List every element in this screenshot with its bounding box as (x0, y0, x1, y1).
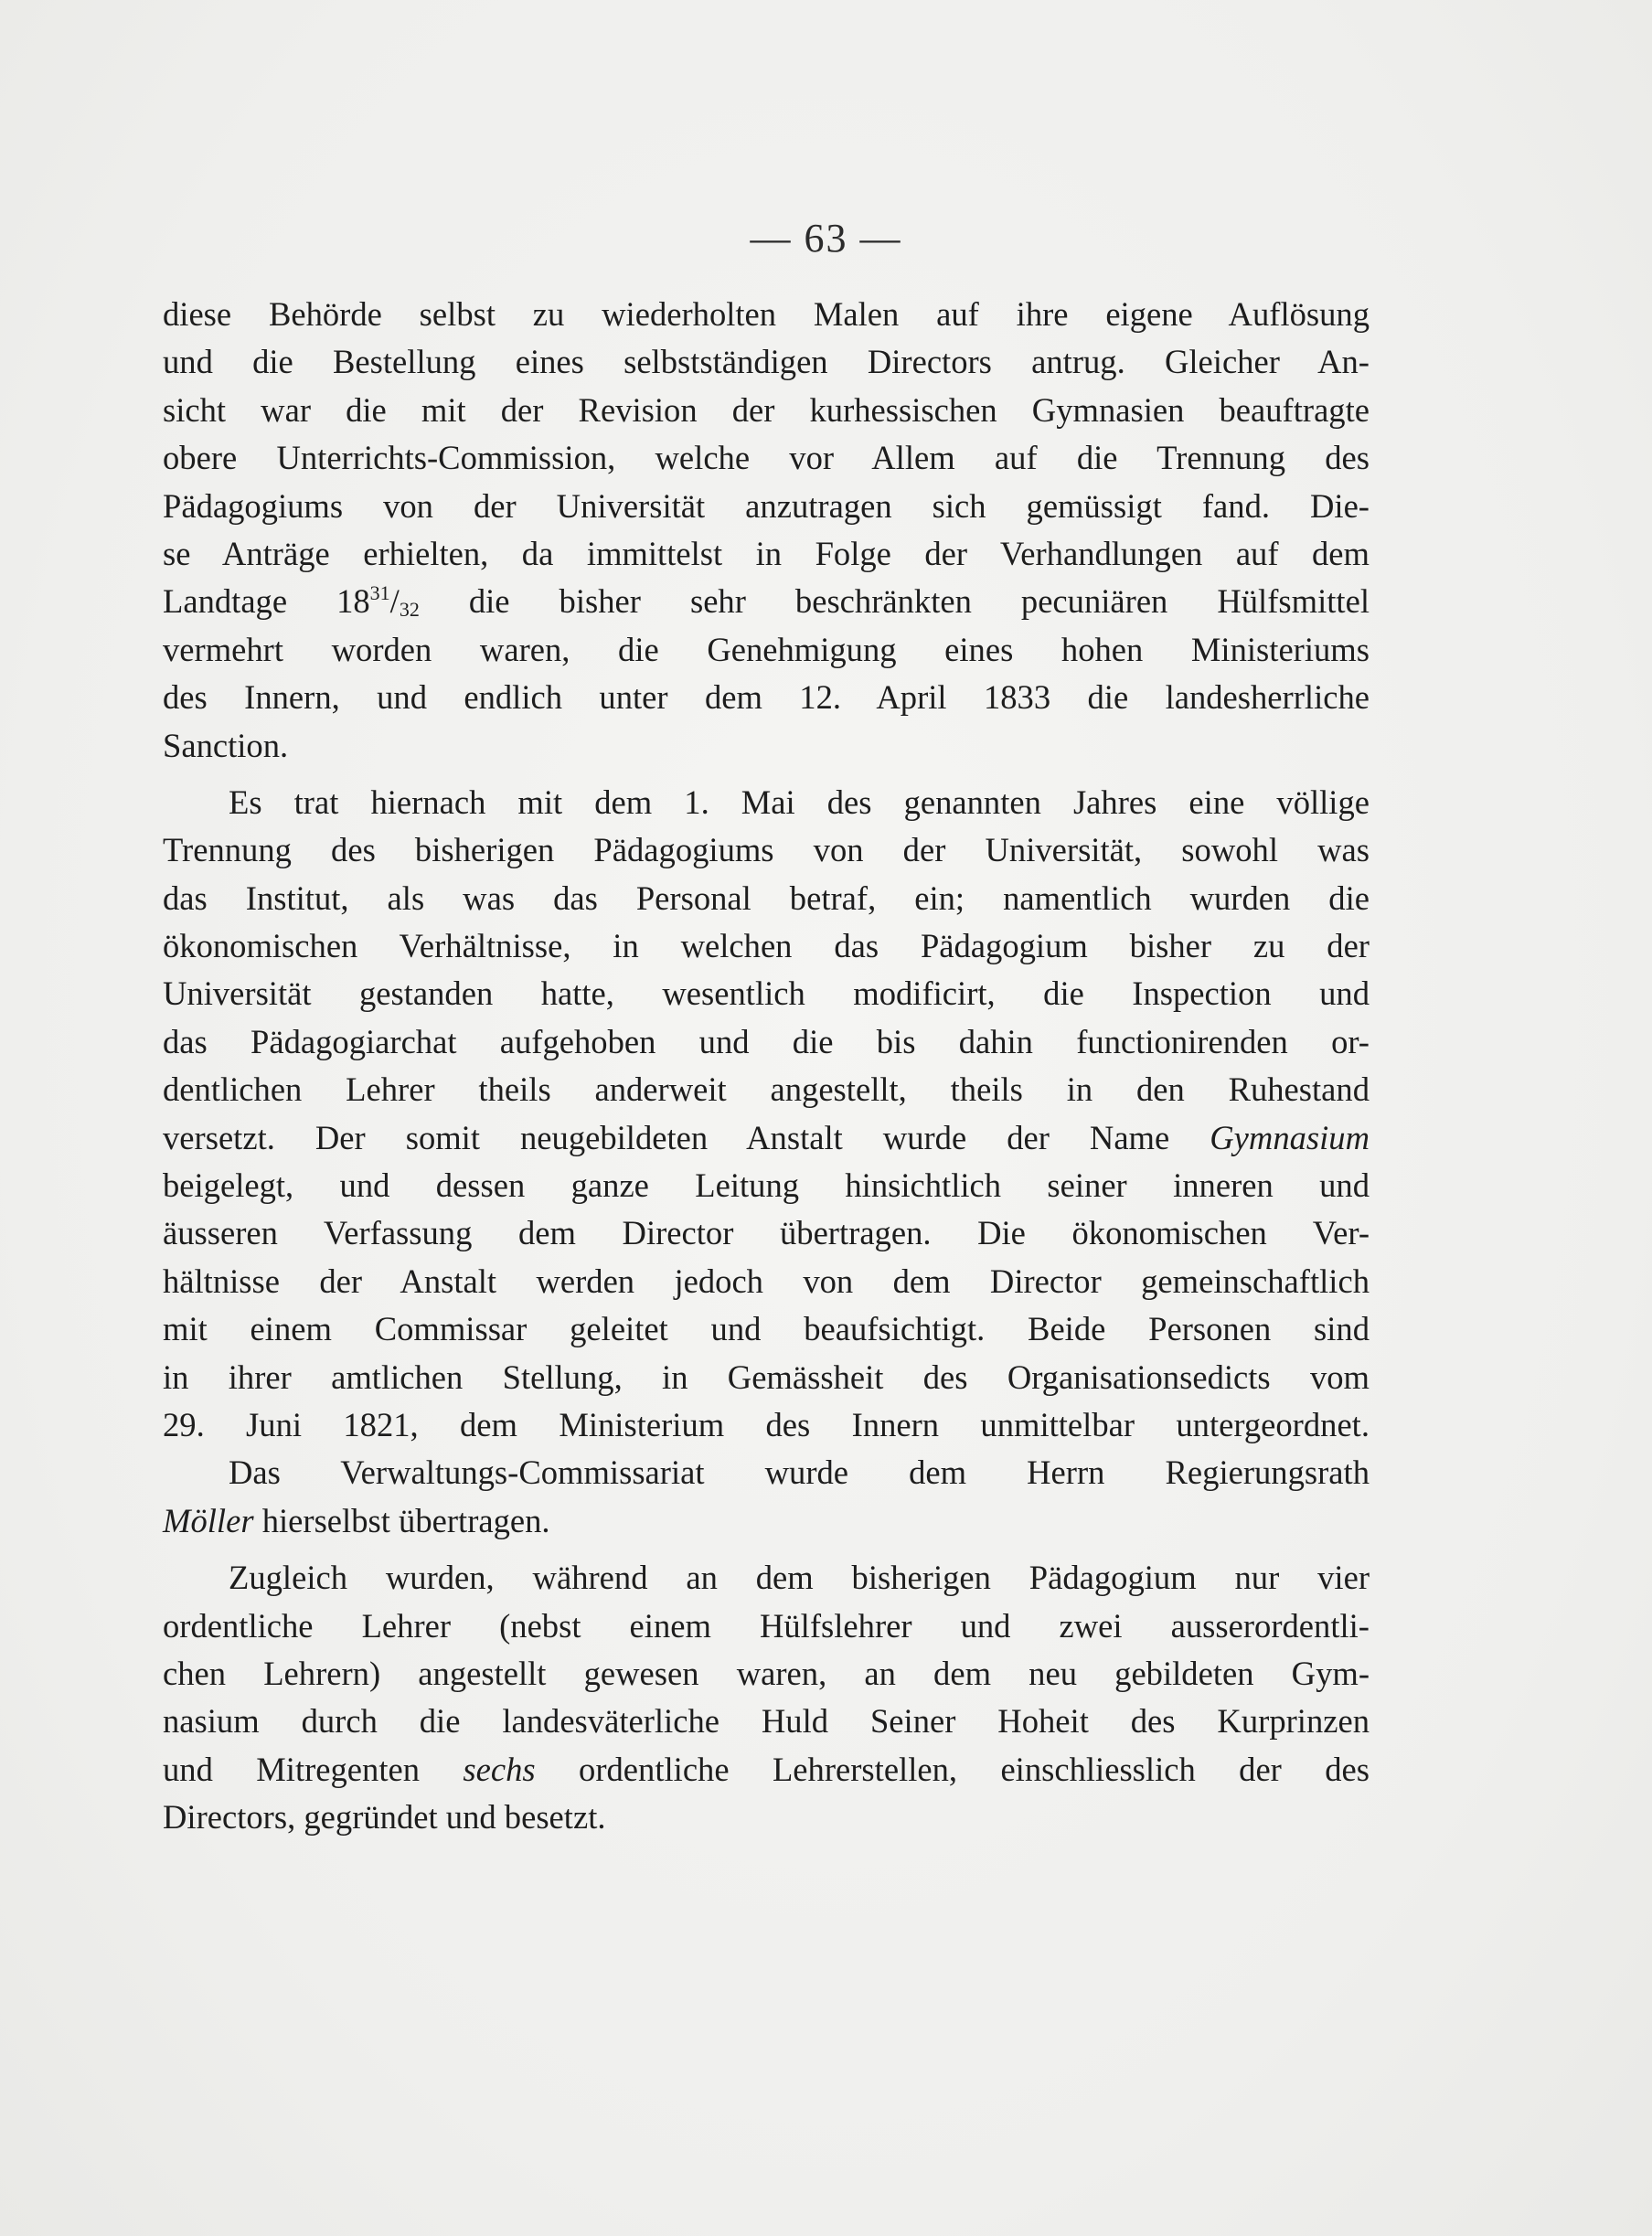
text-line: und die Bestellung eines selbstständigen Directors antrug. Gleicher An- (163, 343, 1370, 381)
italic-word: sechs (463, 1750, 536, 1788)
paragraph-2 (163, 779, 1370, 1449)
text-line: äusseren Verfassung dem Director übertragen. Die ökonomischen Ver- (163, 1214, 1370, 1252)
text-line: Es trat hiernach mit dem 1. Mai des genannten Jahres eine völlige (229, 783, 1370, 821)
text-line: vermehrt worden waren, die Genehmigung eines hohen Ministeriums (163, 630, 1370, 668)
paragraph-4 (163, 1554, 1370, 1841)
text-line: sicht war die mit der Revision der kurhessischen Gymnasien beauftragte (163, 390, 1370, 429)
text-line: mit einem Commissar geleitet und beaufsichtigt. Beide Personen sind (163, 1310, 1370, 1348)
sechs-after: ordentliche Lehrerstellen, einschliesslich der des (535, 1750, 1370, 1788)
text-line: Directors, gegründet und besetzt. (163, 1798, 606, 1837)
text-line: Pädagogiums von der Universität anzutragen sich gemüssigt fand. Die- (163, 486, 1370, 525)
text-line-sechs (163, 1746, 1370, 1794)
text-line: Zugleich wurden, während an dem bisherigen Pädagogium nur vier (229, 1559, 1370, 1597)
text-line: hältnisse der Anstalt werden jedoch von dem Director gemeinschaftlich (163, 1262, 1370, 1300)
italic-name: Möller (163, 1501, 254, 1539)
text-line: diese Behörde selbst zu wiederholten Malen auf ihre eigene Auflösung (163, 295, 1370, 333)
moller-after: hierselbst übertragen. (253, 1501, 550, 1539)
text-line: beigelegt, und dessen ganze Leitung hinsichtlich seiner inneren und (163, 1166, 1370, 1205)
text-line: Trennung des bisherigen Pädagogiums von der Universität, sowohl was (163, 831, 1370, 869)
landtag-before: Landtage 18 (163, 582, 370, 621)
text-line-moller (163, 1497, 1370, 1545)
text-line: 29. Juni 1821, dem Ministerium des Innern unmittelbar untergeordnet. (163, 1405, 1370, 1443)
year-fraction-slash: / (389, 582, 400, 621)
year-fraction-denominator: 32 (399, 598, 420, 622)
text-line: ökonomischen Verhältnisse, in welchen das Pädagogium bisher zu der (163, 927, 1370, 965)
text-line-landtag (163, 578, 1370, 625)
paragraph-1 (163, 291, 1370, 770)
landtag-after: die bisher sehr beschränkten pecuniären Hülfsmittel (419, 582, 1370, 621)
page-number: — 63 — (750, 216, 902, 261)
text-line-gymnasium (163, 1114, 1370, 1162)
text-line: nasium durch die landesväterliche Huld Seiner Hoheit des Kurprinzen (163, 1702, 1370, 1741)
text-line: in ihrer amtlichen Stellung, in Gemässheit des Organisationsedicts vom (163, 1358, 1370, 1396)
text-line: Sanction. (163, 726, 289, 764)
text-line: dentlichen Lehrer theils anderweit angestellt, theils in den Ruhestand (163, 1070, 1370, 1109)
text-line: das Pädagogiarchat aufgehoben und die bis dahin functionirenden or- (163, 1022, 1370, 1060)
text-line: Universität gestanden hatte, wesentlich modificirt, die Inspection und (163, 974, 1370, 1013)
text-line: chen Lehrern) angestellt gewesen waren, an dem neu gebildeten Gym- (163, 1654, 1370, 1692)
italic-term: Gymnasium (1210, 1118, 1370, 1156)
sechs-before: und Mitregenten (163, 1750, 464, 1788)
text-line: Das Verwaltungs-Commissariat wurde dem Herrn Regierungsrath (229, 1453, 1370, 1492)
paragraph-3 (163, 1449, 1370, 1545)
text-line: obere Unterrichts-Commission, welche vor Allem auf die Trennung des (163, 439, 1370, 477)
text-line: se Anträge erhielten, da immittelst in Folge der Verhandlungen auf dem (163, 534, 1370, 572)
body-text (163, 291, 1370, 1842)
text-line: das Institut, als was das Personal betraf, ein; namentlich wurden die (163, 878, 1370, 917)
gym-before: versetzt. Der somit neugebildeten Anstalt wurde der Name (163, 1118, 1210, 1156)
text-line: des Innern, und endlich unter dem 12. April 1833 die landesherrliche (163, 678, 1370, 717)
year-fraction-numerator: 31 (369, 581, 390, 605)
text-line: ordentliche Lehrer (nebst einem Hülfslehrer und zwei ausserordentli- (163, 1606, 1370, 1645)
